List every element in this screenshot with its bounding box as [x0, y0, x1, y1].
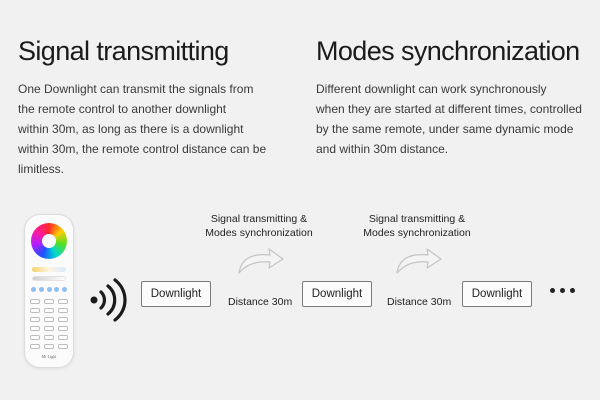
- modes-synchronization-description: [316, 79, 586, 159]
- desc-line: within 30m, as long as there is a downlight: [18, 122, 244, 136]
- desc-line: and within 30m distance.: [316, 142, 449, 156]
- desc-line: limitless.: [18, 162, 65, 176]
- downlight-box-3: Downlight: [462, 281, 532, 307]
- modes-synchronization-section: [316, 36, 586, 159]
- curved-arrow-icon: [236, 246, 286, 276]
- desc-line: One Downlight can transmit the signals from: [18, 82, 254, 96]
- desc-line: the remote control to another downlight: [18, 102, 227, 116]
- remote-control-image: [24, 214, 74, 368]
- sync-label-line: Signal transmitting &: [210, 213, 308, 225]
- remote-button-grid: [30, 299, 68, 349]
- desc-line: within 30m, the remote control distance can be: [18, 142, 267, 156]
- distance-label-1: Distance 30m: [228, 296, 293, 308]
- modes-synchronization-title: Modes synchronization: [316, 36, 580, 66]
- sync-label-line: Modes synchronization: [363, 227, 471, 239]
- sync-label-1: [194, 212, 324, 240]
- sync-label-line: Modes synchronization: [205, 227, 313, 239]
- ellipsis-icon: [550, 288, 575, 293]
- sync-label-2: [352, 212, 482, 240]
- desc-line: by the same remote, under same dynamic mode: [316, 122, 574, 136]
- desc-line: Different downlight can work synchronously: [316, 82, 547, 96]
- remote-indicator-dots: [31, 287, 67, 292]
- signal-transmitting-title: Signal transmitting: [18, 36, 229, 66]
- downlight-box-1: Downlight: [141, 281, 211, 307]
- remote-brand-logo: Mi·Light: [41, 354, 57, 359]
- curved-arrow-icon: [394, 246, 444, 276]
- color-wheel: [31, 223, 67, 259]
- distance-label-2: Distance 30m: [387, 296, 452, 308]
- wireless-signal-icon: [88, 278, 128, 322]
- sync-label-line: Signal transmitting &: [368, 213, 466, 225]
- signal-transmitting-section: [18, 36, 288, 179]
- color-temp-slider: [32, 267, 66, 272]
- signal-transmitting-description: [18, 79, 288, 179]
- downlight-box-2: Downlight: [302, 281, 372, 307]
- brightness-slider: [32, 276, 66, 281]
- desc-line: when they are started at different times, controlled: [316, 102, 582, 116]
